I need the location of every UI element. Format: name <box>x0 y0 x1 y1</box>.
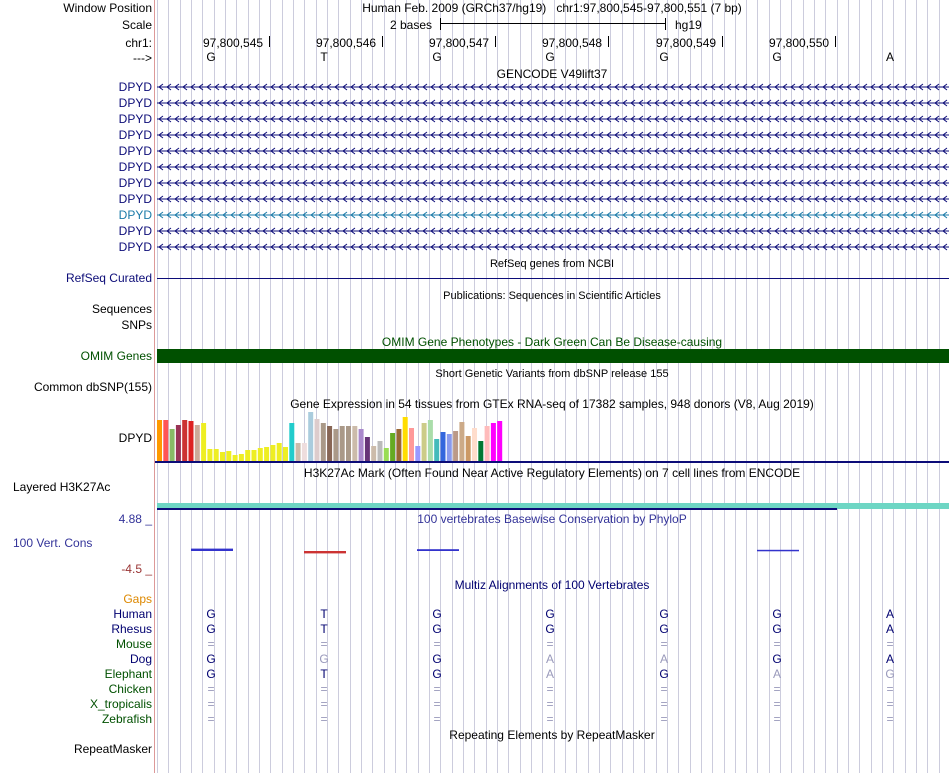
chrom-label: chr1: <box>125 36 152 50</box>
omim-bar[interactable] <box>157 349 949 363</box>
repeatmasker-title: Repeating Elements by RepeatMasker <box>449 728 655 742</box>
gtex-tissue-bar[interactable] <box>422 423 427 461</box>
gtex-tissue-bar[interactable] <box>390 433 395 461</box>
alignment-base: = <box>660 712 668 726</box>
alignment-base: A <box>659 652 668 666</box>
gtex-tissue-bar[interactable] <box>245 450 250 461</box>
gtex-tissue-bar[interactable] <box>258 448 263 461</box>
species-label[interactable]: Dog <box>129 652 152 666</box>
ruler-tick <box>382 36 383 47</box>
gtex-tissue-bar[interactable] <box>214 449 219 461</box>
gencode-transcript-label[interactable]: DPYD <box>118 96 152 110</box>
gencode-transcript-label[interactable]: DPYD <box>118 176 152 190</box>
gtex-tissue-bar[interactable] <box>182 420 187 461</box>
gtex-tissue-bar[interactable] <box>283 447 288 461</box>
alignment-base: = <box>886 682 894 696</box>
gencode-transcript-label[interactable]: DPYD <box>118 224 152 238</box>
gencode-transcript-label[interactable]: DPYD <box>118 208 152 222</box>
gencode-transcript-label[interactable]: DPYD <box>118 80 152 94</box>
gtex-tissue-bar[interactable] <box>157 420 162 461</box>
alignment-base: A <box>885 622 894 636</box>
repeatmasker-label[interactable]: RepeatMasker <box>73 742 152 756</box>
gtex-tissue-bar[interactable] <box>453 431 458 461</box>
gtex-tissue-bar[interactable] <box>201 423 206 461</box>
alignment-base: = <box>207 682 215 696</box>
assembly-title <box>362 1 742 15</box>
gtex-tissue-bar[interactable] <box>352 426 357 461</box>
publications-label[interactable]: Sequences <box>91 302 152 316</box>
gtex-tissue-bar[interactable] <box>378 441 383 461</box>
gencode-transcript-line[interactable] <box>157 113 949 125</box>
alignment-base: = <box>207 697 215 711</box>
alignment-base: T <box>320 607 328 621</box>
alignment-base: G <box>206 607 216 621</box>
gencode-transcript-line[interactable] <box>157 177 949 189</box>
strand-label: ---> <box>133 51 152 65</box>
ruler-tick <box>608 36 609 47</box>
multiz-title: Multiz Alignments of 100 Vertebrates <box>454 578 650 592</box>
alignment-base: = <box>546 637 554 651</box>
gtex-tissue-bar[interactable] <box>441 432 446 461</box>
gencode-transcript-label[interactable]: DPYD <box>118 192 152 206</box>
alignment-base: = <box>320 697 328 711</box>
gtex-tissue-bar[interactable] <box>497 421 502 461</box>
ruler-tick <box>835 36 836 47</box>
h3k27ac-label[interactable]: Layered H3K27Ac <box>13 480 111 494</box>
species-label[interactable]: Rhesus <box>111 622 152 636</box>
ruler-position: 97,800,545 <box>203 36 264 50</box>
gtex-tissue-bar[interactable] <box>296 443 301 461</box>
alignment-base: = <box>886 712 894 726</box>
alignment-base: = <box>207 712 215 726</box>
alignment-base: A <box>545 667 554 681</box>
gtex-tissue-bar[interactable] <box>289 423 294 461</box>
alignment-base: = <box>320 712 328 726</box>
gtex-tissue-bar[interactable] <box>359 429 364 461</box>
gaps-label: Gaps <box>123 592 152 606</box>
alignment-base: G <box>432 607 442 621</box>
track-label-panel <box>0 0 154 773</box>
ruler-position: 97,800,546 <box>316 36 377 50</box>
alignment-base: G <box>772 652 782 666</box>
gencode-title: GENCODE V49lift37 <box>496 67 608 81</box>
species-label[interactable]: Chicken <box>108 682 152 696</box>
ruler-position: 97,800,550 <box>769 36 830 50</box>
gencode-transcript-line[interactable] <box>157 161 949 173</box>
gtex-tissue-bar[interactable] <box>491 423 496 461</box>
gtex-tissue-bar[interactable] <box>176 425 181 461</box>
alignment-base: = <box>320 637 328 651</box>
gencode-transcript-line[interactable] <box>157 145 949 157</box>
ruler-position: 97,800,548 <box>542 36 603 50</box>
alignment-base: = <box>773 712 781 726</box>
ruler-tick <box>269 36 270 47</box>
gtex-tissue-bar[interactable] <box>321 423 326 461</box>
gencode-transcript-line[interactable] <box>157 241 949 253</box>
gtex-tissue-bar[interactable] <box>346 426 351 461</box>
gencode-transcript-line[interactable] <box>157 225 949 237</box>
reference-base[interactable]: G <box>206 50 216 64</box>
gtex-tissue-bar[interactable] <box>277 443 282 461</box>
h3k27ac-baseline <box>157 508 837 510</box>
alignment-base: G <box>206 667 216 681</box>
dbsnp-title: Short Genetic Variants from dbSNP release 155 <box>435 368 669 380</box>
phylop-title: 100 vertebrates Basewise Conservation by PhyloP <box>417 512 687 526</box>
gencode-transcript-label[interactable]: DPYD <box>118 144 152 158</box>
scale-bar <box>440 18 666 30</box>
phylop-min-label: -4.5 _ <box>121 562 152 576</box>
gtex-tissue-bar[interactable] <box>302 443 307 461</box>
phylop-label[interactable]: 100 Vert. Cons <box>13 536 93 550</box>
gtex-tissue-bar[interactable] <box>409 428 414 461</box>
alignment-base: G <box>545 607 555 621</box>
gencode-transcript-line[interactable] <box>157 129 949 141</box>
alignment-base: G <box>206 622 216 636</box>
alignment-base: = <box>433 697 441 711</box>
alignment-base: A <box>885 607 894 621</box>
window-position-label: Window Position <box>63 1 152 15</box>
species-label[interactable]: Elephant <box>104 667 152 681</box>
gtex-tissue-bar[interactable] <box>428 420 433 461</box>
phylop-score-bar[interactable] <box>757 550 799 552</box>
gtex-tissue-bar[interactable] <box>472 428 477 461</box>
alignment-base: = <box>773 637 781 651</box>
gtex-tissue-bar[interactable] <box>415 446 420 461</box>
gencode-transcript-line[interactable] <box>157 81 949 93</box>
db-text: hg19 <box>675 18 702 32</box>
alignment-base: = <box>433 712 441 726</box>
gtex-tissue-bar[interactable] <box>371 446 376 461</box>
alignment-base: G <box>772 622 782 636</box>
reference-base[interactable]: G <box>659 50 669 64</box>
gtex-tissue-bar[interactable] <box>189 421 194 461</box>
dbsnp-label[interactable]: Common dbSNP(155) <box>33 380 152 394</box>
position-text: chr1:97,800,545-97,800,551 (7 bp) <box>556 1 742 15</box>
phylop-plot[interactable] <box>155 525 949 585</box>
gencode-transcript-line[interactable] <box>157 97 949 109</box>
h3k27ac-title: H3K27Ac Mark (Often Found Near Active Regulatory Elements) on 7 cell lines from ENCODE <box>303 466 801 480</box>
reference-base[interactable]: G <box>432 50 442 64</box>
gencode-transcript-label[interactable]: DPYD <box>118 112 152 126</box>
phylop-score-bar[interactable] <box>304 551 346 553</box>
alignment-base: G <box>432 622 442 636</box>
gtex-tissue-bar[interactable] <box>340 426 345 461</box>
gtex-tissue-bar[interactable] <box>220 452 225 461</box>
alignment-base: = <box>433 637 441 651</box>
alignment-base: G <box>885 667 895 681</box>
reference-base[interactable]: A <box>885 50 894 64</box>
ruler-position: 97,800,547 <box>429 36 490 50</box>
alignment-base: = <box>886 637 894 651</box>
phylop-max-label: 4.88 _ <box>118 512 152 526</box>
ruler-tick <box>722 36 723 47</box>
gtex-tissue-bar[interactable] <box>365 437 370 461</box>
species-label[interactable]: Zebrafish <box>101 712 152 726</box>
species-label[interactable]: Human <box>113 607 152 621</box>
alignment-base: = <box>660 697 668 711</box>
species-label[interactable]: X_tropicalis <box>89 697 152 711</box>
gtex-tissue-bar[interactable] <box>170 429 175 461</box>
snps-label[interactable]: SNPs <box>121 318 152 332</box>
gtex-tissue-bar[interactable] <box>434 439 439 461</box>
alignment-base: T <box>320 622 328 636</box>
gtex-tissue-bar[interactable] <box>478 441 483 461</box>
alignment-base: A <box>885 652 894 666</box>
alignment-base: G <box>659 622 669 636</box>
alignment-base: G <box>659 607 669 621</box>
alignment-base: G <box>432 652 442 666</box>
alignment-base: G <box>545 622 555 636</box>
alignment-base: = <box>546 697 554 711</box>
omim-label[interactable]: OMIM Genes <box>80 349 152 363</box>
gtex-tissue-bar[interactable] <box>163 420 168 461</box>
alignment-base: T <box>320 667 328 681</box>
omim-title: OMIM Gene Phenotypes - Dark Green Can Be Disease-causing <box>381 335 723 349</box>
gencode-transcript-label[interactable]: DPYD <box>118 160 152 174</box>
gtex-tissue-bar[interactable] <box>207 449 212 461</box>
gtex-tissue-bar[interactable] <box>270 445 275 461</box>
gtex-tissue-bar[interactable] <box>384 448 389 461</box>
alignment-base: A <box>772 667 781 681</box>
ruler-tick <box>495 36 496 47</box>
assembly-name: Human Feb. 2009 (GRCh37/hg19) <box>362 1 547 15</box>
gtex-tissue-bar[interactable] <box>327 426 332 461</box>
gencode-transcript-line[interactable] <box>157 193 949 205</box>
publications-title: Publications: Sequences in Scientific Articles <box>443 290 661 302</box>
gtex-title: Gene Expression in 54 tissues from GTEx RNA-seq of 17382 samples, 948 donors (V8, Aug 2019) <box>290 397 814 411</box>
reference-base[interactable]: G <box>772 50 782 64</box>
gtex-tissue-bar[interactable] <box>396 429 401 461</box>
alignment-base: G <box>432 667 442 681</box>
phylop-score-bar[interactable] <box>191 549 233 551</box>
gtex-tissue-bar[interactable] <box>195 425 200 461</box>
ruler-position: 97,800,549 <box>656 36 717 50</box>
alignment-base: G <box>772 607 782 621</box>
gencode-transcript-line[interactable] <box>157 209 949 221</box>
scale-text: 2 bases <box>390 18 433 32</box>
gtex-tissue-bar[interactable] <box>459 422 464 461</box>
refseq-gene-line[interactable] <box>157 278 949 279</box>
alignment-base: = <box>207 637 215 651</box>
gtex-tissue-bar[interactable] <box>264 447 269 461</box>
alignment-base: = <box>773 682 781 696</box>
refseq-label[interactable]: RefSeq Curated <box>65 271 152 285</box>
alignment-base: = <box>546 712 554 726</box>
refseq-title: RefSeq genes from NCBI <box>489 258 615 270</box>
alignment-base: = <box>773 697 781 711</box>
gtex-baseline <box>155 461 949 463</box>
gtex-tissue-bar[interactable] <box>333 429 338 461</box>
scale-label: Scale <box>121 18 152 32</box>
alignment-base: G <box>659 667 669 681</box>
reference-base[interactable]: T <box>320 50 328 64</box>
gtex-tissue-bar[interactable] <box>447 434 452 461</box>
alignment-base: = <box>320 682 328 696</box>
gtex-tissue-bar[interactable] <box>315 419 320 461</box>
alignment-base: = <box>433 682 441 696</box>
reference-base[interactable]: G <box>545 50 555 64</box>
gtex-tissue-bar[interactable] <box>403 417 408 461</box>
species-label[interactable]: Mouse <box>115 637 152 651</box>
gtex-tissue-bar[interactable] <box>239 454 244 461</box>
gencode-transcript-label[interactable]: DPYD <box>118 128 152 142</box>
phylop-score-bar[interactable] <box>417 549 459 551</box>
alignment-base: A <box>545 652 554 666</box>
gtex-tissue-bar[interactable] <box>226 451 231 461</box>
gtex-tissue-bar[interactable] <box>252 450 257 461</box>
gencode-transcript-label[interactable]: DPYD <box>118 240 152 254</box>
alignment-base: = <box>660 637 668 651</box>
gtex-tissue-bar[interactable] <box>466 436 471 461</box>
alignment-base: G <box>319 652 329 666</box>
gtex-tissue-bar[interactable] <box>485 426 490 461</box>
gtex-gene-label[interactable]: DPYD <box>118 431 152 445</box>
gtex-tissue-bar[interactable] <box>308 412 313 461</box>
gtex-bar-chart[interactable] <box>155 411 535 461</box>
alignment-base: = <box>546 682 554 696</box>
alignment-base: = <box>660 682 668 696</box>
alignment-base: = <box>886 697 894 711</box>
alignment-base: G <box>206 652 216 666</box>
